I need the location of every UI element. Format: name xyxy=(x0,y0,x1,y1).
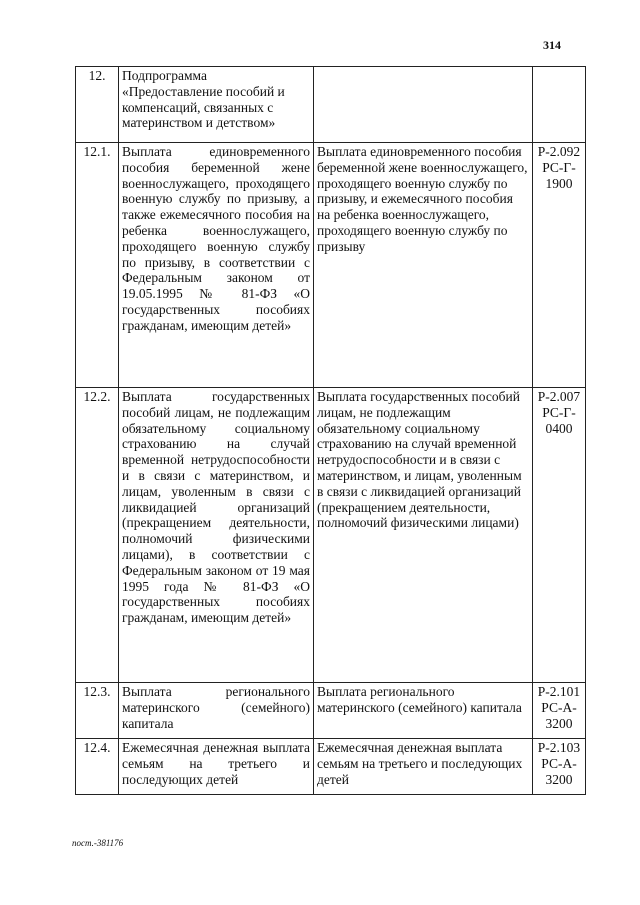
row-number: 12.2. xyxy=(76,388,119,683)
row-name: Ежемесячная денежная выплата семьям на третьего и последующих детей xyxy=(119,739,314,795)
row-code: Р-2.007 РС-Г- 0400 xyxy=(533,388,586,683)
row-code: Р-2.101 РС-А- 3200 xyxy=(533,683,586,739)
table-row xyxy=(76,739,586,795)
page-number: 314 xyxy=(543,38,561,52)
row-description: Выплата государственных пособий лицам, не подлежащим обязательному социальному страхованию на случай временной нетрудоспособности и в связи с материнством, и лицам, уволенным в связи с ликвидацией организаций (прекращением деятельности, полномочий физическими лицами) xyxy=(314,388,533,683)
row-description: Выплата единовременного пособия беременной жене военнослужащего, проходящего военную службу по призыву, и ежемесячного пособия на ребенка военнослужащего, проходящего военную службу по призыву xyxy=(314,143,533,388)
row-code xyxy=(533,67,586,143)
row-number: 12. xyxy=(76,67,119,143)
row-description: Ежемесячная денежная выплата семьям на третьего и последующих детей xyxy=(314,739,533,795)
row-name: Выплата регионального материнского (семейного) капитала xyxy=(119,683,314,739)
table-row xyxy=(76,67,586,143)
row-code: Р-2.092 РС-Г- 1900 xyxy=(533,143,586,388)
row-number: 12.3. xyxy=(76,683,119,739)
table-row xyxy=(76,388,586,683)
row-number: 12.4. xyxy=(76,739,119,795)
row-name: Подпрограмма «Предоставление пособий и компенсаций, связанных с материнством и детством» xyxy=(119,67,314,143)
footer-document-id: пост.-381176 xyxy=(72,838,124,848)
row-name: Выплата государственных пособий лицам, не подлежащим обязательному социальному страхованию на случай временной нетрудоспособности и в связи с материнством, и лицам, уволенным в связи с ликвидацией организаций (прекращением деятельности, полномочий физическими лицами), в соответствии с Федеральным законом от 19 мая 1995 года № 81-ФЗ «О государственных пособиях гражданам, имеющим детей» xyxy=(119,388,314,683)
table-row xyxy=(76,143,586,388)
table-row xyxy=(76,683,586,739)
row-description: Выплата регионального материнского (семейного) капитала xyxy=(314,683,533,739)
row-code: Р-2.103 РС-А- 3200 xyxy=(533,739,586,795)
row-number: 12.1. xyxy=(76,143,119,388)
row-name: Выплата единовременного пособия беременной жене военнослужащего, проходящего военную службу по призыву, а также ежемесячного пособия на ребенка военнослужащего, проходящего военную службу по призыву, в соответствии с Федеральным законом от 19.05.1995 № 81-ФЗ «О государственных пособиях гражданам, имеющим детей» xyxy=(119,143,314,388)
services-table xyxy=(75,66,586,795)
row-description xyxy=(314,67,533,143)
